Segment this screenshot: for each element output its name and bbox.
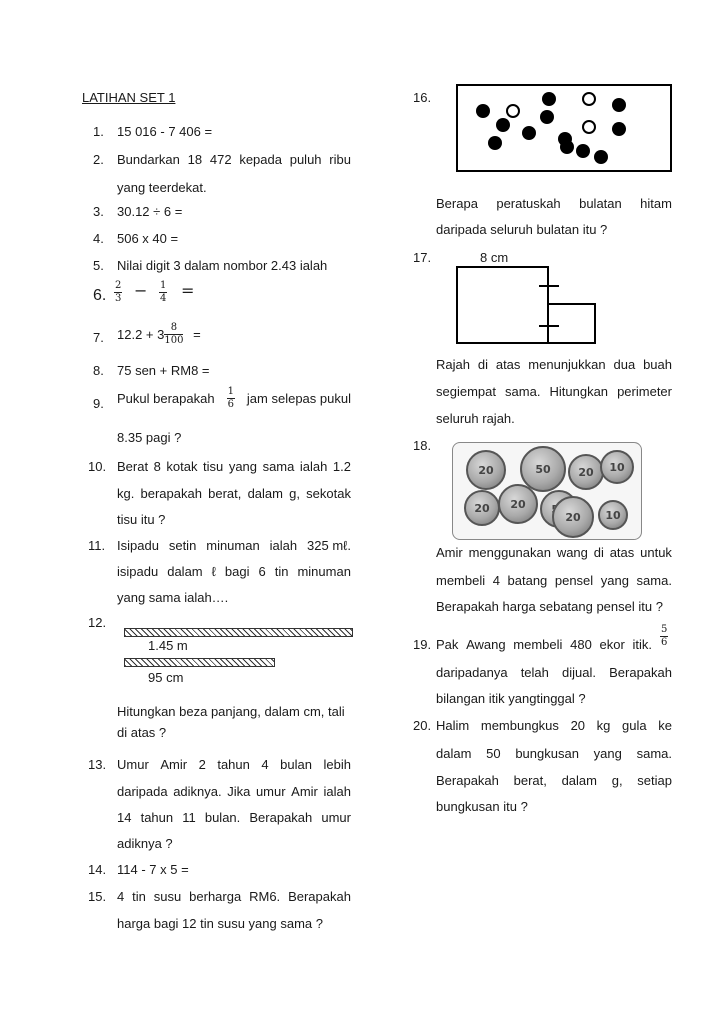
question-text: 12.2 + 3 $\frac{8}{100}$ = — [117, 322, 201, 346]
question-text-line1: Umur Amir 2 tahun 4 bulan lebih — [117, 757, 351, 772]
question-number: 14. — [88, 862, 107, 877]
question-text-line1: Bundarkan 18 472 kepada puluh ribu — [117, 152, 351, 167]
question-text: Nilai digit 3 dalam nombor 2.43 ialah — [117, 258, 328, 273]
question-text-line3: Berapakah berat, dalam g, setiap — [436, 773, 672, 788]
question-number: 20. — [413, 718, 432, 733]
question-number: 12. — [88, 615, 107, 630]
question-number: 7. — [93, 330, 104, 345]
black-dot — [612, 122, 626, 136]
black-dot — [488, 136, 502, 150]
coin: 20 — [552, 496, 594, 538]
question-number: 10. — [88, 459, 107, 474]
question-text-line2: segiempat sama. Hitungkan perimeter — [436, 384, 672, 399]
coin: 20 — [466, 450, 506, 490]
coin: 20 — [498, 484, 538, 524]
black-dot — [594, 150, 608, 164]
question-number: 17. — [413, 250, 432, 265]
black-dot — [476, 104, 490, 118]
rope-short — [124, 658, 275, 667]
white-dot — [582, 92, 596, 106]
page-title: LATIHAN SET 1 — [82, 90, 176, 105]
fraction: $\frac{2}{3}$ — [115, 280, 122, 304]
question-text-line3: seluruh rajah. — [436, 411, 515, 426]
black-dot — [542, 92, 556, 106]
question-text-line1: Pak Awang membeli 480 ekor itik. — [436, 637, 652, 652]
question-text-line3: tisu itu ? — [117, 512, 166, 527]
large-square — [456, 266, 549, 344]
fraction: $\frac{1}{4}$ — [160, 280, 167, 304]
rope-long-label: 1.45 m — [148, 638, 188, 653]
rope-long — [124, 628, 353, 637]
question-text-line1: Isipadu setin minuman ialah 325 mℓ. — [117, 538, 351, 553]
question-text-line2: daripada seluruh bulatan itu ? — [436, 222, 608, 237]
black-dot — [612, 98, 626, 112]
question-text: 15 016 - 7 406 = — [117, 124, 213, 139]
coin: 10 — [598, 500, 628, 530]
small-square — [547, 303, 596, 344]
question-text-line4: bungkusan itu ? — [436, 799, 528, 814]
question-text-line1: 4 tin susu berharga RM6. Berapakah — [117, 889, 351, 904]
question-text-line1: Berat 8 kotak tisu yang sama ialah 1.2 — [117, 459, 351, 474]
question-number: 2. — [93, 152, 104, 167]
question-text: 30.12 ÷ 6 = — [117, 204, 183, 219]
question-text-line2: membeli 4 batang pensel yang sama. — [436, 573, 672, 588]
question-text: 114 - 7 x 5 = — [117, 862, 189, 877]
black-dot — [540, 110, 554, 124]
question-text-line1: Hitungkan beza panjang, dalam cm, tali — [117, 704, 345, 719]
question-text-line1: Halim membungkus 20 kg gula ke — [436, 718, 672, 733]
question-text-line2: daripada adiknya. Jika umur Amir ialah — [117, 784, 351, 799]
question-text-line1: Rajah di atas menunjukkan dua buah — [436, 357, 672, 372]
coin: 20 — [568, 454, 604, 490]
black-dot — [560, 140, 574, 154]
fraction: $\frac{8}{100}$ — [164, 322, 184, 346]
coin: 20 — [464, 490, 500, 526]
question-text-line3: 14 tahun 11 bulan. Berapakah umur — [117, 810, 351, 825]
question-text-line1: Berapa peratuskah bulatan hitam — [436, 196, 672, 211]
question-number: 18. — [413, 438, 432, 453]
fraction: $\frac{1}{6}$ — [227, 386, 234, 410]
rope-short-label: 95 cm — [148, 670, 184, 685]
tick-mark — [539, 325, 559, 327]
question-text-line3: yang sama ialah…. — [117, 590, 229, 605]
question-text-line2: yang teerdekat. — [117, 180, 207, 195]
fraction-expression: $\frac{2}{3}$ − $\frac{1}{4}$ = — [115, 280, 195, 304]
question-number: 3. — [93, 204, 104, 219]
question-text-line2: isipadu dalam ℓ bagi 6 tin minuman — [117, 564, 351, 579]
question-text-line2: kg. berapakah berat, dalam g, sekotak — [117, 486, 351, 501]
black-dot — [576, 144, 590, 158]
question-number: 6. — [93, 287, 107, 304]
question-number: 9. — [93, 396, 104, 411]
question-number: 5. — [93, 258, 104, 273]
question-text-line1: Amir menggunakan wang di atas untuk — [436, 545, 672, 560]
question-number: 19. — [413, 637, 432, 652]
question-text-line3: Berapakah harga sebatang pensel itu ? — [436, 599, 663, 614]
question-number: 16. — [413, 90, 432, 105]
black-dot — [496, 118, 510, 132]
coin: 10 — [600, 450, 634, 484]
question-text-line4: adiknya ? — [117, 836, 173, 851]
question-text-line2: 8.35 pagi ? — [117, 430, 182, 445]
question-number: 1. — [93, 124, 104, 139]
dimension-label: 8 cm — [480, 250, 509, 265]
tick-mark — [539, 285, 559, 287]
question-text-line2: harga bagi 12 tin susu yang sama ? — [117, 916, 323, 931]
white-dot — [506, 104, 520, 118]
black-dot — [522, 126, 536, 140]
question-number: 13. — [88, 757, 107, 772]
question-text: 506 x 40 = — [117, 231, 179, 246]
fraction: $\frac{5}{6}$ — [661, 624, 668, 648]
question-number: 15. — [88, 889, 107, 904]
question-number: 8. — [93, 363, 104, 378]
white-dot — [582, 120, 596, 134]
question-text-line1: Pukul berapakah $\frac{1}{6}$ jam selepas pukul — [117, 386, 351, 410]
question-text-line3: bilangan itik yangtinggal ? — [436, 691, 586, 706]
question-text: 75 sen + RM8 = — [117, 363, 210, 378]
question-text-line2: dalam 50 bungkusan yang sama. — [436, 746, 672, 761]
question-number: 11. — [88, 538, 106, 553]
coin: 50 — [520, 446, 566, 492]
question-number: 4. — [93, 231, 104, 246]
dot-diagram — [456, 84, 672, 172]
question-text-line2: daripadanya telah dijual. Berapakah — [436, 665, 672, 680]
question-text-line2: di atas ? — [117, 725, 167, 740]
